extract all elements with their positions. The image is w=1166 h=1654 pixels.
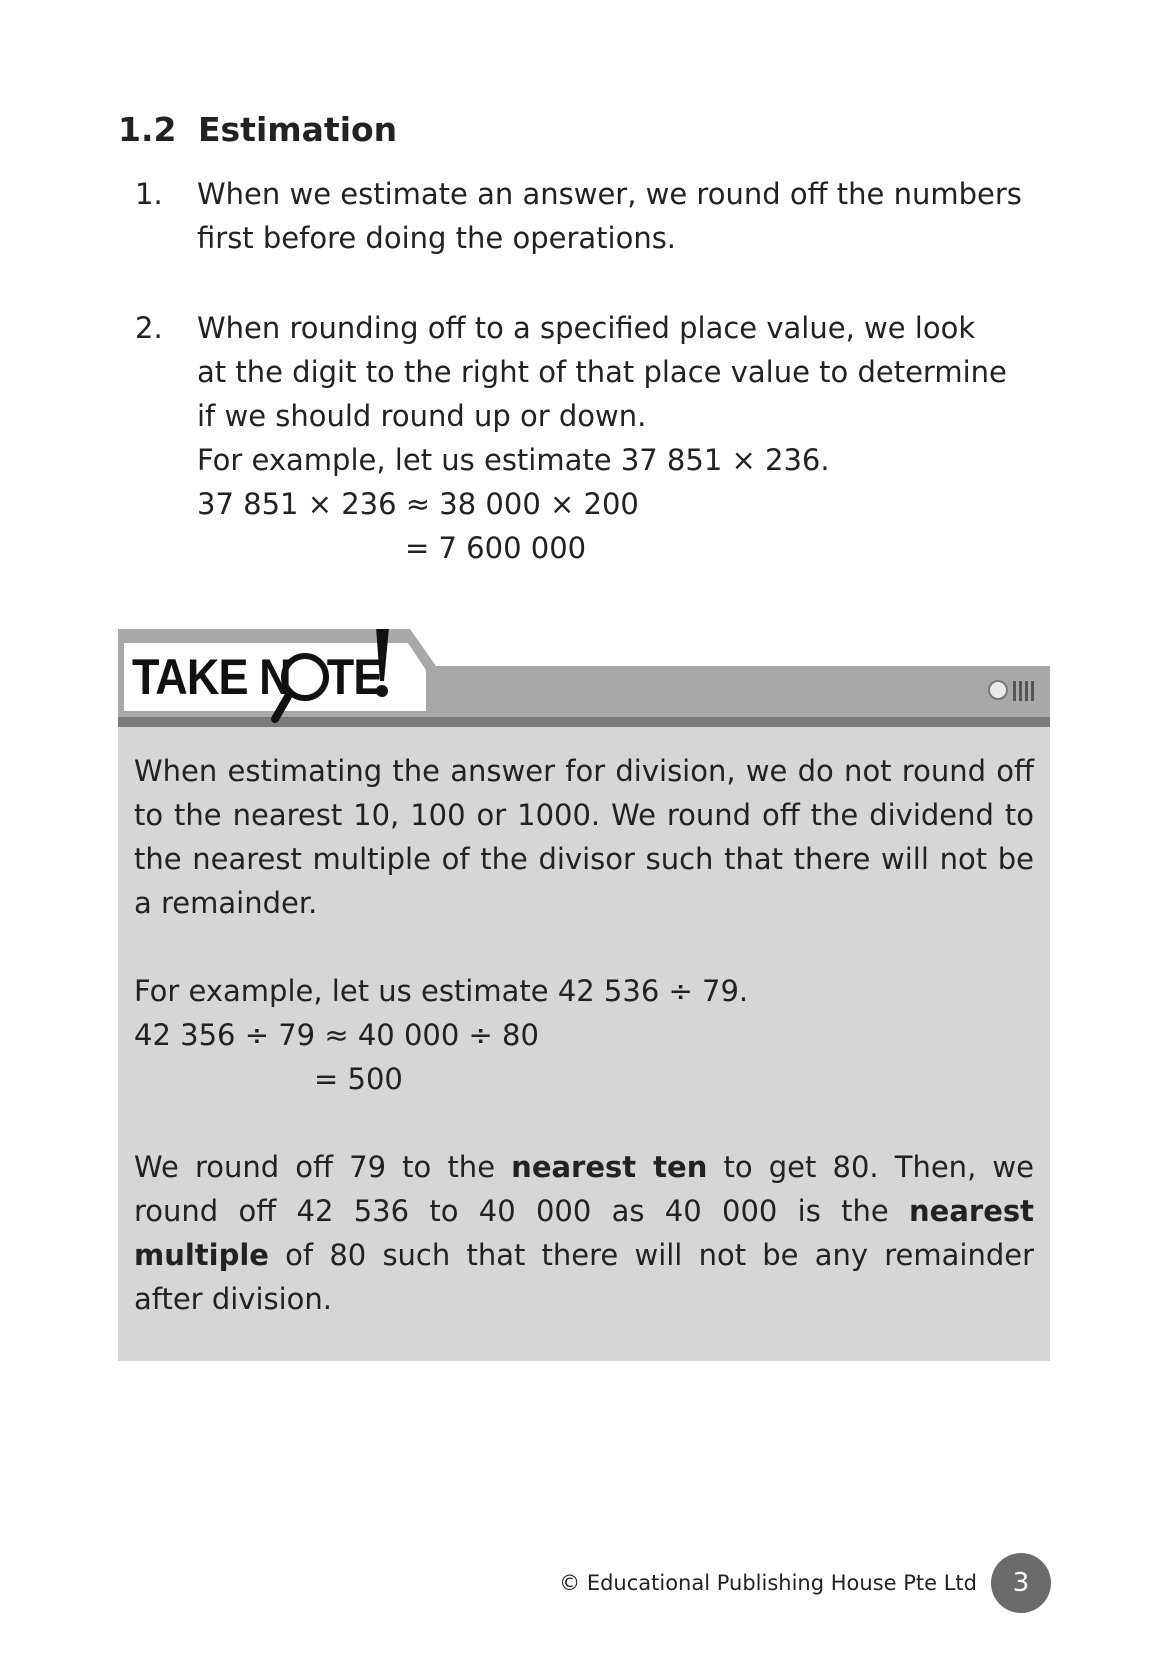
item2-example-step2: = 7 600 000: [405, 531, 587, 565]
page-footer: [559, 1552, 1051, 1614]
copyright-text: © Educational Publishing House Pte Ltd: [559, 1571, 977, 1595]
list-item-1: [135, 172, 1055, 260]
item2-example-intro: For example, let us estimate 37 851 × 236.: [197, 443, 830, 477]
list-marker-2: 2.: [135, 311, 163, 345]
take-note-title-part2: TE: [326, 649, 383, 705]
take-note-banner: [118, 629, 1050, 727]
item1-line2: first before doing the operations.: [197, 221, 677, 255]
p3-text-c: of 80 such that there will not be any remainder after division.: [134, 1238, 1034, 1316]
take-note-title: [132, 648, 382, 706]
item2-example-step1: 37 851 × 236 ≈ 38 000 × 200: [197, 487, 639, 521]
take-note-example-step2: = 500: [314, 1062, 403, 1096]
list-item-2: [135, 306, 1055, 570]
page-number-badge: 3: [991, 1553, 1051, 1613]
take-note-box: [118, 629, 1050, 1361]
take-note-paragraph-3: [134, 1145, 1034, 1321]
take-note-content: [134, 749, 1034, 1321]
item2-line3: if we should round up or down.: [197, 399, 647, 433]
p3-bold-nearest-ten: nearest ten: [511, 1150, 708, 1184]
section-title: Estimation: [198, 110, 398, 149]
item2-line2: at the digit to the right of that place value to determine: [197, 355, 1007, 389]
section-heading: [118, 110, 397, 149]
take-note-paragraph-1: When estimating the answer for division, we do not round off to the nearest 10, 100 or 1000. We round off the dividend to the nearest multiple of the divisor such that there will not be a remainder.: [134, 754, 1034, 920]
item2-line1: When rounding off to a specified place value, we look: [197, 311, 976, 345]
item1-line1: When we estimate an answer, we round off the numbers: [197, 177, 1022, 211]
section-number: 1.2: [118, 110, 177, 149]
take-note-example-intro: For example, let us estimate 42 536 ÷ 79.: [134, 974, 749, 1008]
take-note-title-part1: TAKE N: [132, 649, 291, 705]
p3-text-b: to get 80. Then, we round off 42 536 to 40 000 as 40 000 is the: [134, 1150, 1034, 1228]
take-note-example-step1: 42 356 ÷ 79 ≈ 40 000 ÷ 80: [134, 1018, 539, 1052]
p3-bold-nearest-multiple: nearest multiple: [134, 1194, 1034, 1272]
list-marker-1: 1.: [135, 177, 163, 211]
p3-text-a: We round off 79 to the: [134, 1150, 512, 1184]
